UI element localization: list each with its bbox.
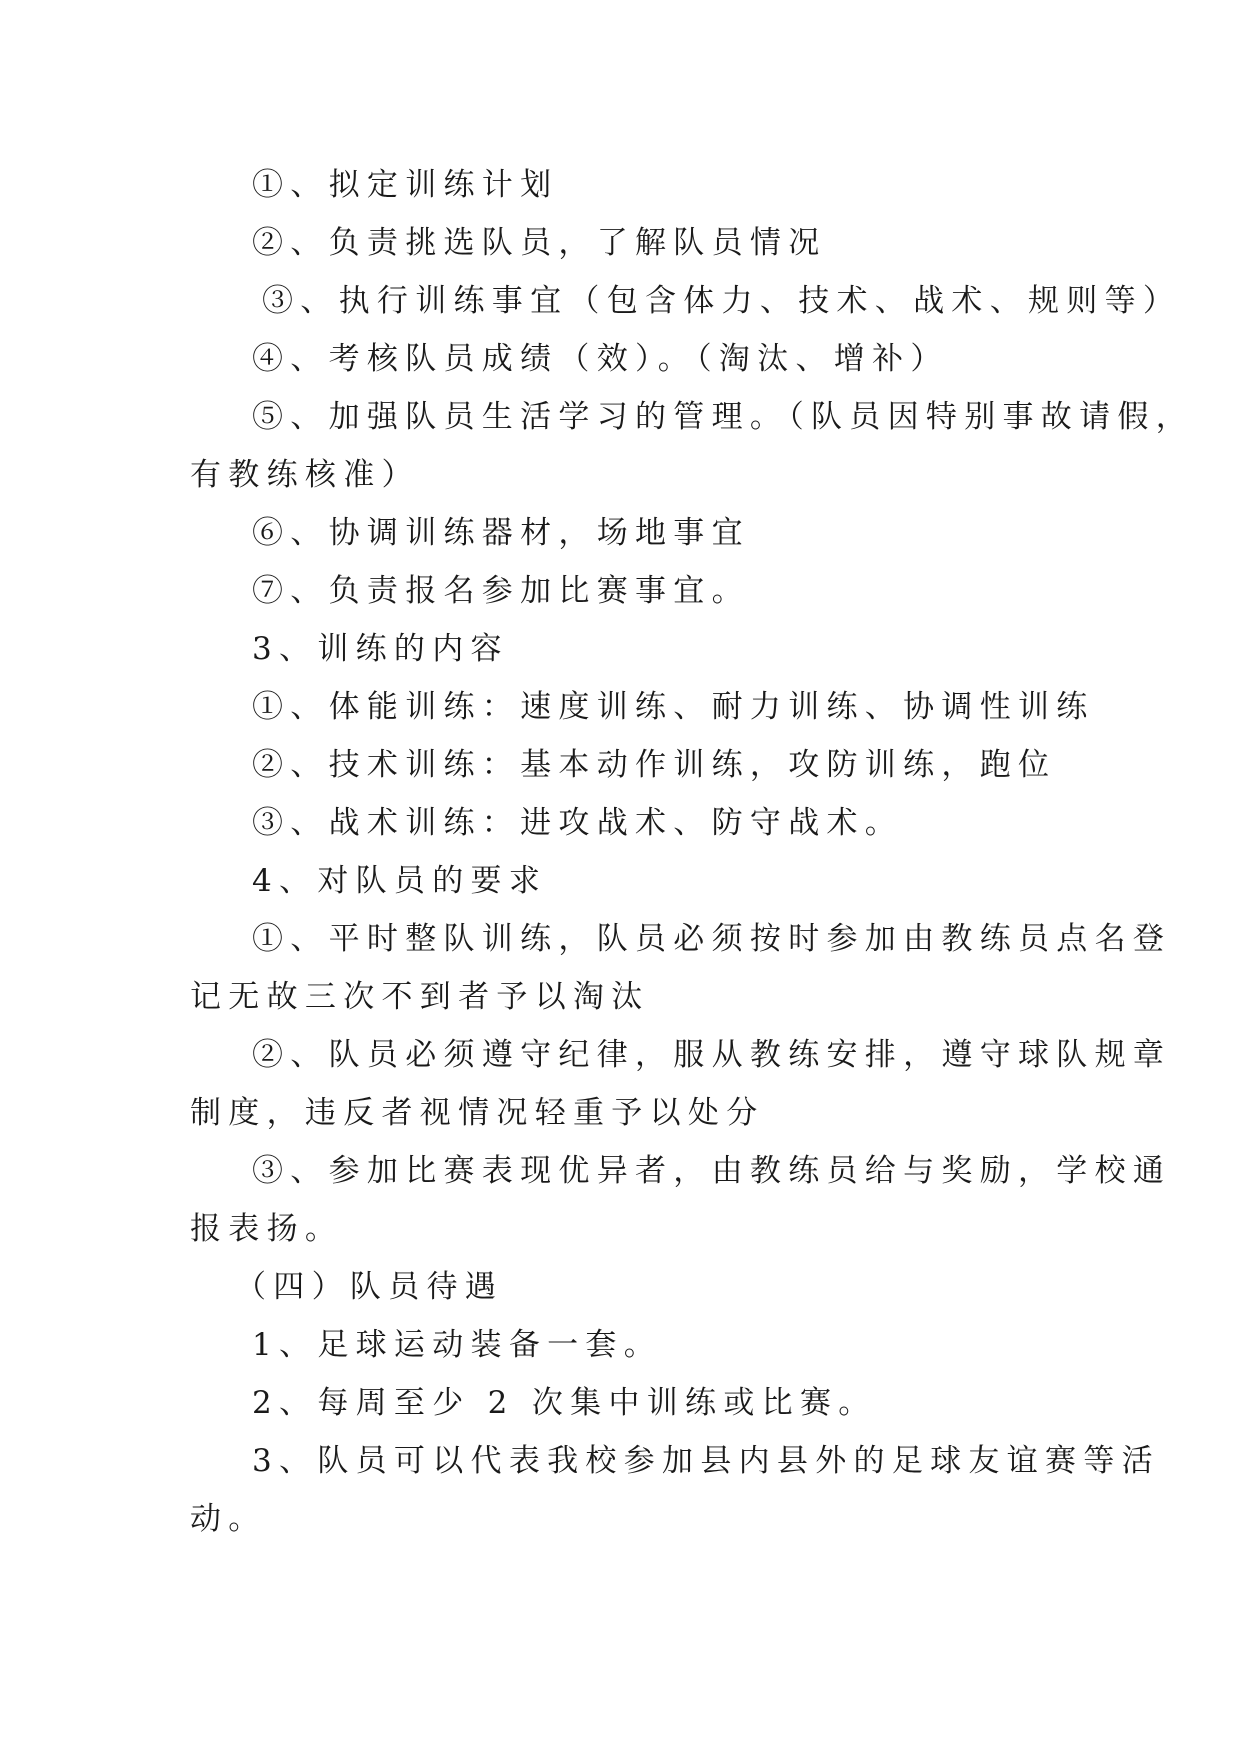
item-assess-players: ④、考核队员成绩（效）。（淘汰、增补） — [252, 341, 949, 377]
section-training-content: 3、训练的内容 — [252, 631, 509, 667]
item-strengthen-management-cont: 有教练核准） — [190, 457, 420, 493]
item-tactical-training: ③、战术训练：进攻战术、防守战术。 — [252, 805, 904, 841]
item-draft-training-plan: ①、拟定训练计划 — [252, 167, 559, 203]
item-weekly-training: 2、每周至少 2 次集中训练或比赛。 — [252, 1385, 877, 1421]
item-register-competitions: ⑦、负责报名参加比赛事宜。 — [252, 573, 750, 609]
section-player-benefits: （四）队员待遇 — [235, 1269, 504, 1305]
section-player-requirements: 4、对队员的要求 — [252, 863, 548, 899]
item-discipline-cont: 制度，违反者视情况轻重予以处分 — [190, 1095, 765, 1131]
item-rewards: ③、参加比赛表现优异者，由教练员给与奖励，学校通 — [252, 1153, 1172, 1189]
item-strengthen-management: ⑤、加强队员生活学习的管理。（队员因特别事故请假， — [252, 399, 1194, 435]
item-equipment-set: 1、足球运动装备一套。 — [252, 1327, 663, 1363]
item-represent-school: 3、队员可以代表我校参加县内县外的足球友谊赛等活 — [252, 1443, 1160, 1479]
item-regular-training-cont: 记无故三次不到者予以淘汰 — [190, 979, 650, 1015]
item-execute-training: ③、执行训练事宜（包含体力、技术、战术、规则等） — [262, 283, 1182, 319]
item-regular-training: ①、平时整队训练，队员必须按时参加由教练员点名登 — [252, 921, 1172, 957]
item-coordinate-equipment: ⑥、协调训练器材，场地事宜 — [252, 515, 750, 551]
item-technical-training: ②、技术训练：基本动作训练，攻防训练，跑位 — [252, 747, 1057, 783]
item-discipline: ②、队员必须遵守纪律，服从教练安排，遵守球队规章 — [252, 1037, 1172, 1073]
item-represent-school-cont: 动。 — [190, 1501, 267, 1537]
item-physical-training: ①、体能训练：速度训练、耐力训练、协调性训练 — [252, 689, 1095, 725]
item-rewards-cont: 报表扬。 — [190, 1211, 344, 1247]
item-select-players: ②、负责挑选队员，了解队员情况 — [252, 225, 827, 261]
